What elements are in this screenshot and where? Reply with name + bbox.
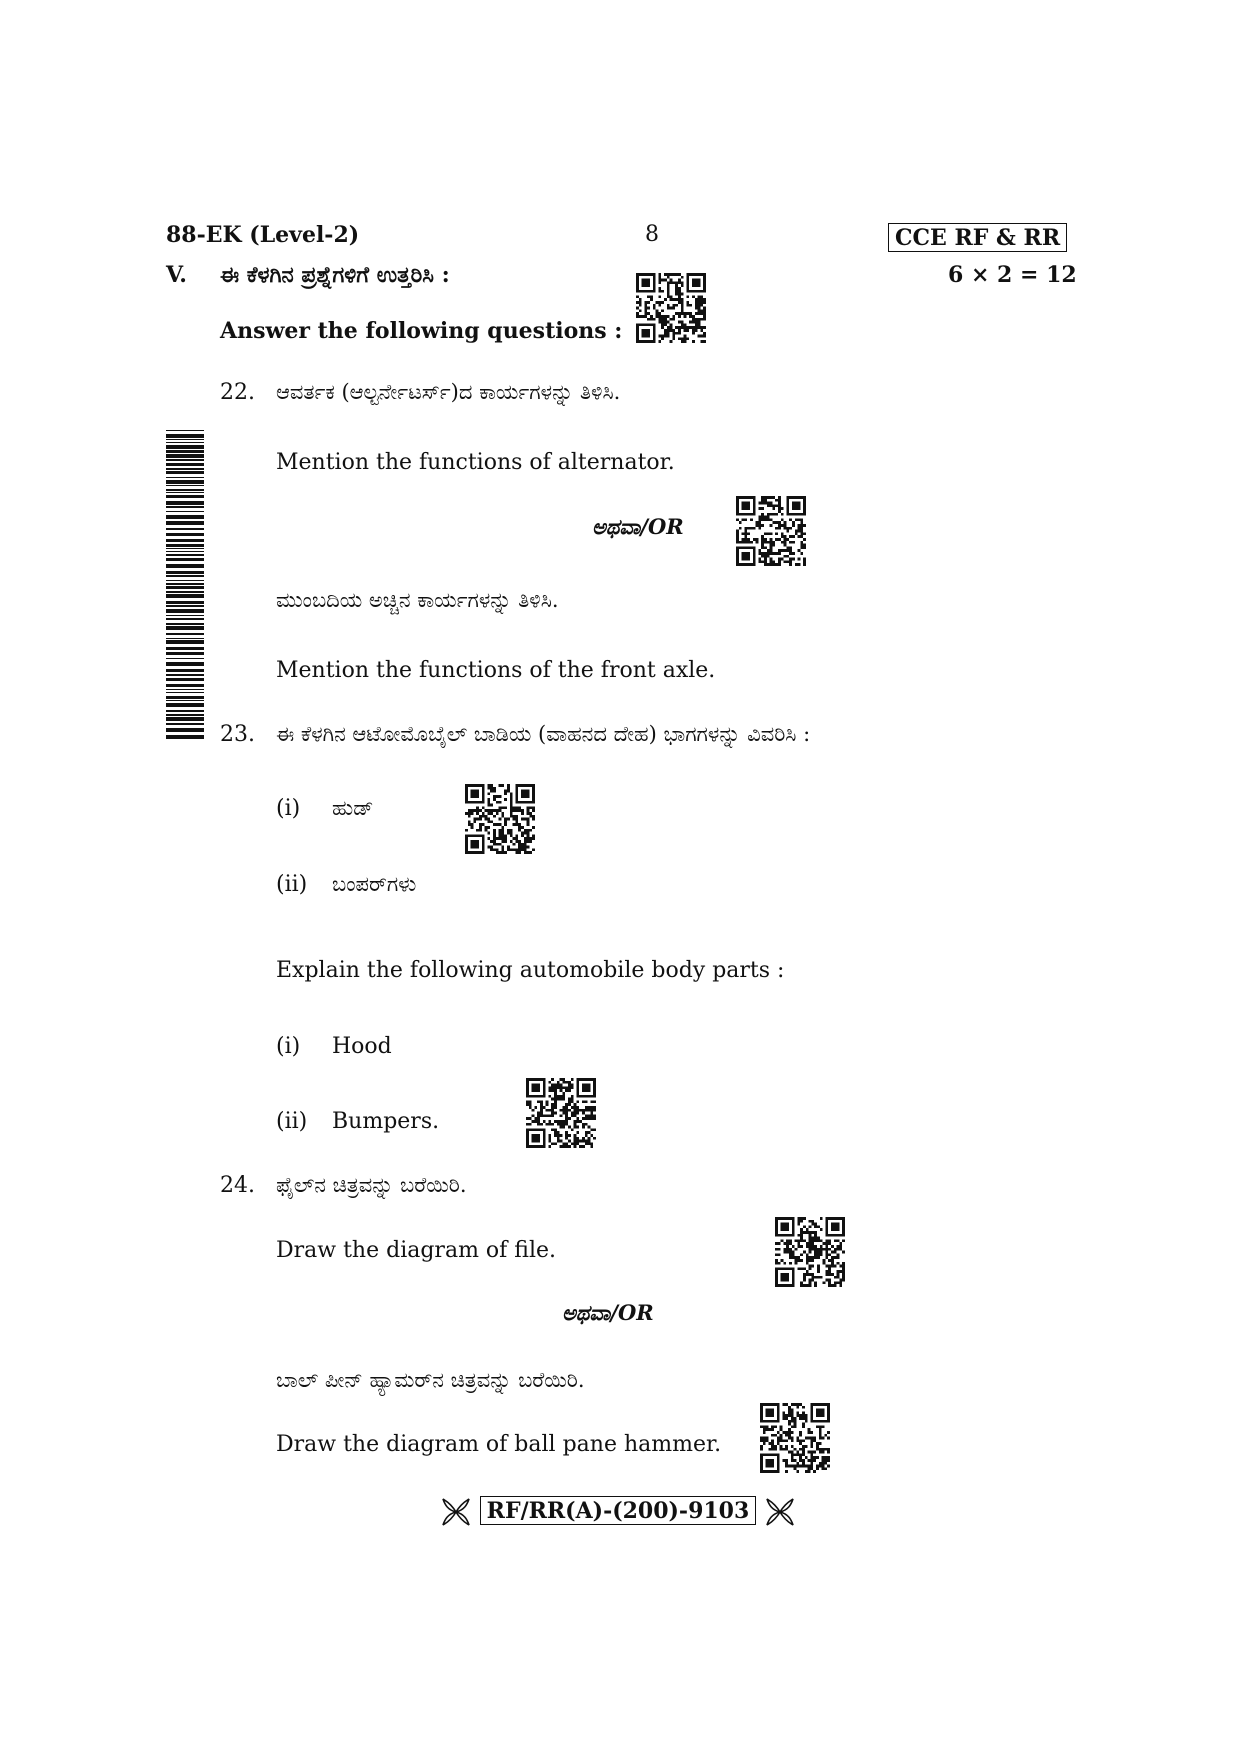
q24-text-kn: ಫೈಲ್‌ನ ಚಿತ್ರವನ್ನು ಬರೆಯಿರಿ. [276,1173,467,1197]
barcode-icon [166,430,204,740]
q22-text-kn: ಆವರ್ತಕ (ಆಲ್ಟರ್ನೇಟರ್ಸ್)ದ ಕಾರ್ಯಗಳನ್ನು ತಿಳಿಸಿ. [276,380,621,404]
q23-item-en-num: (i) [276,1034,301,1059]
paper-code: 88-EK (Level-2) [166,222,360,248]
section-roman: V. [166,262,187,288]
page-number: 8 [645,222,659,247]
flower-ornament-icon [440,1496,472,1528]
q22-or-label: ಅಥವಾ/OR [592,514,684,539]
q22-alt-text-kn: ಮುಂಬದಿಯ ಅಚ್ಚಿನ ಕಾರ್ಯಗಳನ್ನು ತಿಳಿಸಿ. [276,588,559,612]
qr-code-icon [465,784,535,854]
q22-number: 22. [220,380,255,405]
section-instruction-kn: ಈ ಕೆಳಗಿನ ಪ್ರಶ್ನೆಗಳಿಗೆ ಉತ್ತರಿಸಿ : [220,262,450,288]
q22-text-en: Mention the functions of alternator. [276,450,675,475]
q23-item-kn-text: ಹುಡ್ [332,796,374,820]
q24-alt-text-en: Draw the diagram of ball pane hammer. [276,1432,722,1457]
q23-item-en-text: Hood [332,1034,392,1059]
section-instruction-en: Answer the following questions : [220,318,623,344]
q23-text-en: Explain the following automobile body parts : [276,958,785,983]
qr-code-icon [526,1078,596,1148]
q22-alt-text-en: Mention the functions of the front axle. [276,658,716,683]
q24-text-en: Draw the diagram of file. [276,1238,557,1263]
q24-number: 24. [220,1173,255,1198]
section-marks: 6 × 2 = 12 [948,262,1077,288]
q24-alt-text-kn: ಬಾಲ್ ಪೀನ್ ಹ್ಯಾಮರ್‌ನ ಚಿತ್ರವನ್ನು ಬರೆಯಿರಿ. [276,1368,585,1392]
q23-item-kn-num: (ii) [276,872,308,897]
qr-code-icon [760,1403,830,1473]
flower-ornament-icon [764,1496,796,1528]
q23-item-kn-num: (i) [276,796,301,821]
footer [440,1496,796,1528]
q24-or-label: ಅಥವಾ/OR [562,1300,654,1325]
q23-number: 23. [220,722,255,747]
qr-code-icon [775,1217,845,1287]
qr-code-icon [636,273,706,343]
q23-text-kn: ಈ ಕೆಳಗಿನ ಆಟೋಮೊಬೈಲ್ ಬಾಡಿಯ (ವಾಹನದ ದೇಹ) ಭಾಗಗಳನ್ನು ವಿವರಿಸಿ : [276,722,811,746]
q23-item-en-num: (ii) [276,1109,308,1134]
footer-code: RF/RR(A)-(200)-9103 [480,1496,757,1525]
q23-item-kn-text: ಬಂಪರ್‌ಗಳು [332,872,417,896]
series-box: CCE RF & RR [888,223,1067,252]
qr-code-icon [736,496,806,566]
q23-item-en-text: Bumpers. [332,1109,440,1134]
